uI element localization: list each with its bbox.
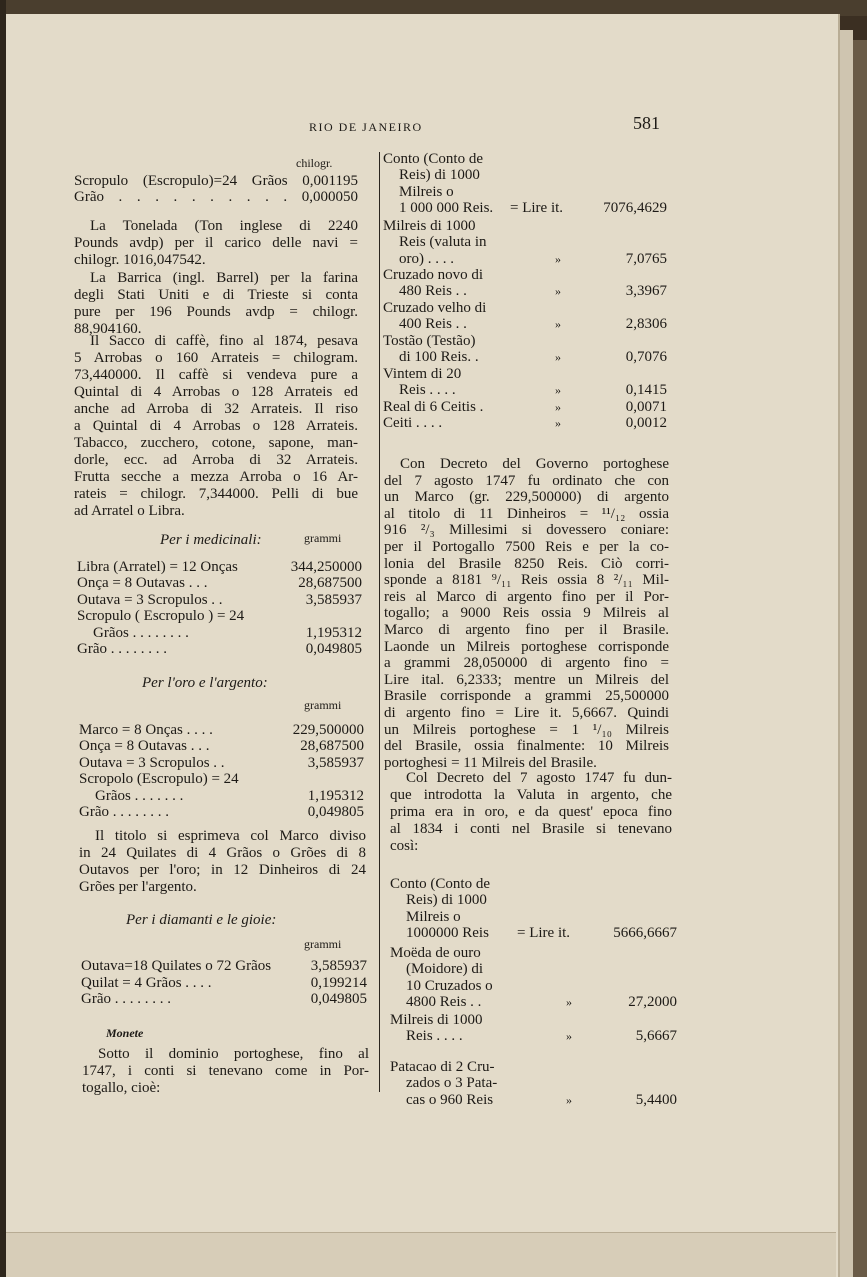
currency-row-2-value: 5,4400 <box>635 1091 677 1108</box>
paragraph-line: 5 Arrobas o 160 Arrateis = chilogram. <box>74 350 358 366</box>
paragraph-line: 1747, i conti si tenevano come in Por- <box>82 1063 369 1079</box>
paragraph-line: di argento fino = Lire it. 5,6667. Quindi <box>384 705 669 721</box>
section-heading: Per l'oro e l'argento: <box>142 675 268 691</box>
currency-row-label: Cruzado velho di <box>383 300 487 316</box>
gold-silver-row-value: 3,585937 <box>307 754 364 771</box>
paragraph-line: Il Sacco di caffè, fino al 1874, pesava <box>90 333 358 349</box>
currency-row-label: Ceiti . . . . <box>383 415 443 431</box>
currency-row-value: 7076,4629 <box>603 199 667 216</box>
currency-row-label: 480 Reis . . <box>399 283 467 300</box>
paragraph-line: per il Portogallo 7500 Reis e per la co- <box>384 539 669 555</box>
paragraph-line: degli Stati Uniti e di Trieste si conta <box>74 287 358 303</box>
currency-row-label: Conto (Conto de <box>383 151 483 167</box>
currency-row-2-eq: » <box>566 1092 572 1107</box>
medicinal-row-value: 1,195312 <box>305 624 362 641</box>
currency-row-2-value: 5666,6667 <box>613 924 677 941</box>
currency-row-2-label: 4800 Reis . . <box>406 993 482 1010</box>
paragraph-line: al titolo di 11 Dinheiros = ¹¹/₁₂ ossia <box>384 505 669 522</box>
paragraph-line: chilogr. 1016,047542. <box>74 252 206 268</box>
currency-row-2-label: 1000000 Reis <box>406 924 489 941</box>
paragraph-line: Col Decreto del 7 agosto 1747 fu dun- <box>406 770 672 786</box>
currency-row-label: Vintem di 20 <box>383 366 462 382</box>
paragraph-line: 88,904160. <box>74 321 142 337</box>
currency-row-2-label: Reis . . . . <box>406 1028 463 1045</box>
paragraph-line: Il titolo si esprimeva col Marco diviso <box>95 828 366 844</box>
currency-row-label: Real di 6 Ceitis . <box>383 399 484 415</box>
paragraph-line: del 7 agosto 1747 fu ordinato che con <box>384 472 669 489</box>
gold-silver-row-label: Marco = 8 Onças . . . . <box>79 722 213 738</box>
paragraph-line: in 24 Quilates di 4 Grãos o Grões di 8 <box>79 845 366 861</box>
paragraph-line: del Brasile, ossia finalmente: 10 Milreis <box>384 738 669 755</box>
paragraph-line: Tabacco, zucchero, cotone, sapone, man- <box>74 435 358 451</box>
gold-silver-row-label: Scropolo (Escropulo) = 24 <box>79 771 239 788</box>
paragraph-line: anche ad Arroba di 32 Arrateis. Il riso <box>74 401 358 417</box>
paragraph-line: Pounds avdp) per il carico delle navi = <box>74 235 358 251</box>
section-heading: Monete <box>106 1026 144 1040</box>
currency-row-2-label: Conto (Conto de <box>390 876 490 892</box>
medicinal-row-label: Outava = 3 Scropulos . . <box>77 591 223 608</box>
diamond-row-label: Outava=18 Quilates o 72 Grãos <box>81 958 272 974</box>
paragraph-line: Outavos per l'oro; in 12 Dinheiros di 24 <box>79 862 366 878</box>
medicinal-row-label: Libra (Arratel) = 12 Onças <box>77 559 238 575</box>
medicinal-row-value: 3,585937 <box>305 591 362 608</box>
currency-row-2-eq: » <box>566 1029 572 1044</box>
gold-silver-row-label: Outava = 3 Scropulos . . <box>79 754 225 771</box>
medicinal-row-value: 344,250000 <box>290 559 362 575</box>
measure-row: Scropulo (Escropulo)=24 Grãos 0,001195 <box>74 173 358 189</box>
paragraph-line: un Marco (gr. 229,500000) di argento <box>384 489 669 506</box>
currency-row-eq: » <box>555 317 561 332</box>
paragraph-line: Brasile corrisponde a grammi 25,500000 <box>384 688 669 705</box>
paragraph-line: rateis = chilogr. 7,344000. Pelli di bue <box>74 486 358 502</box>
currency-row-label: oro) . . . . <box>399 250 454 267</box>
currency-row-2-value: 27,2000 <box>628 993 677 1010</box>
paragraph-line: al 1834 i conti nel Brasile si tenevano <box>390 821 672 837</box>
paragraph-line: Laonde un Milreis portoghese corrisponde <box>384 638 669 655</box>
diamond-row-label: Quilat = 4 Grãos . . . . <box>81 974 212 991</box>
page-bottom-fold <box>0 1232 836 1277</box>
paragraph-line: 916 ²/₃ Millesimi si dovessero coniare: <box>384 522 669 539</box>
paragraph-line: sponde a 8181 ⁹/₁₁ Reis ossia 8 ²/₁₁ Mil- <box>384 572 669 589</box>
currency-row-eq: » <box>555 284 561 299</box>
book-spine-edge <box>851 40 867 1277</box>
currency-row-label: 400 Reis . . <box>399 316 467 333</box>
paragraph-line: 73,440000. Il caffè si vendeva pure a <box>74 367 358 383</box>
currency-row-eq: » <box>555 251 561 266</box>
currency-row-2-label: 10 Cruzados o <box>406 977 493 994</box>
paragraph-line: La Tonelada (Ton inglese di 2240 <box>90 218 358 234</box>
unit-label: grammi <box>304 698 342 712</box>
currency-row-eq: » <box>555 350 561 365</box>
paragraph-line: lonia del Brasile 8250 Reis. Ciò corri- <box>384 555 669 572</box>
paragraph-line: Lire ital. 6,2333; mentre un Milreis del <box>384 671 669 688</box>
currency-row-value: 0,0012 <box>625 415 667 431</box>
paragraph-line: a Quintal di 4 Arrobas o 128 Arrateis. <box>74 418 358 434</box>
diamond-row-label: Grão . . . . . . . . <box>81 991 171 1007</box>
medicinal-row-label: Grão . . . . . . . . <box>77 641 167 657</box>
currency-row-2-label: (Moidore) di <box>406 961 484 978</box>
currency-row-eq: » <box>555 416 561 430</box>
currency-row-label: Reis (valuta in <box>399 234 487 251</box>
running-header: RIO DE JANEIRO <box>309 120 423 134</box>
diamond-row-value: 3,585937 <box>310 958 367 974</box>
currency-row-eq: = Lire it. <box>510 199 564 216</box>
paragraph-line: Quintal di 4 Arrobas o 128 Arrateis ed <box>74 384 358 400</box>
paragraph-line: Marco di argento fino per il Brasile. <box>384 622 669 638</box>
gold-silver-row-label: Onça = 8 Outavas . . . <box>79 738 210 755</box>
medicinal-row-label: Grãos . . . . . . . . <box>93 624 189 641</box>
gold-silver-row-value: 28,687500 <box>300 738 364 755</box>
paragraph-line: que introdotta la Valuta in argento, che <box>390 787 672 803</box>
column-divider <box>379 152 380 1092</box>
currency-row-2-label: cas o 960 Reis <box>406 1091 494 1108</box>
gold-silver-row-value: 229,500000 <box>292 722 364 738</box>
measure-row: Grão . . . . . . . . . . 0,000050 <box>74 189 358 205</box>
currency-row-label: Tostão (Testão) <box>383 333 476 349</box>
paragraph-line: portoghesi = 11 Milreis del Brasile. <box>384 754 597 771</box>
paragraph-line: La Barrica (ingl. Barrel) per la farina <box>90 270 358 286</box>
paragraph-line: un Milreis portoghese = 1 ¹/₁₀ Milreis <box>384 721 669 738</box>
currency-row-2-eq: = Lire it. <box>517 924 571 941</box>
currency-row-2-label: Reis) di 1000 <box>406 892 487 909</box>
currency-row-value: 2,8306 <box>625 316 667 333</box>
currency-row-label: Milreis di 1000 <box>383 218 476 234</box>
currency-row-value: 0,7076 <box>625 349 667 366</box>
currency-row-value: 0,0071 <box>625 399 667 415</box>
paragraph-line: a grammi 28,050000 di argento fino = <box>384 655 669 672</box>
medicinal-row-label: Scropulo ( Escropulo ) = 24 <box>77 608 245 625</box>
paragraph-line: pure per 196 Pounds avdp = chilogr. <box>74 304 358 320</box>
paragraph-line: prima era in oro, e da quest' epoca fino <box>390 804 672 820</box>
currency-row-2-label: zados o 3 Pata- <box>406 1075 498 1092</box>
paragraph-line: togallo, cioè: <box>82 1080 161 1096</box>
unit-label: grammi <box>304 937 342 951</box>
paragraph-line: così: <box>390 838 419 854</box>
currency-row-value: 0,1415 <box>625 382 667 399</box>
currency-row-label: Reis) di 1000 <box>399 167 480 184</box>
diamond-row-value: 0,199214 <box>310 974 367 991</box>
currency-row-2-label: Patacao di 2 Cru- <box>390 1059 495 1075</box>
currency-row-label: Reis . . . . <box>399 382 456 399</box>
gold-silver-row-value: 1,195312 <box>307 787 364 804</box>
diamond-row-value: 0,049805 <box>310 991 367 1007</box>
page-number: 581 <box>633 113 660 133</box>
medicinal-row-value: 0,049805 <box>305 641 362 657</box>
paragraph-line: togallo; a 9000 Reis ossia 9 Milreis al <box>384 605 669 622</box>
currency-row-2-eq: » <box>566 994 572 1009</box>
paragraph-line: dorle, ecc. ad Arroba di 32 Arrateis. <box>74 452 358 468</box>
currency-row-2-label: Milreis o <box>406 908 461 925</box>
paragraph-line: reis al Marco di argento fino per il Por- <box>384 588 669 605</box>
currency-row-eq: » <box>555 400 561 414</box>
currency-row-2-label: Milreis di 1000 <box>390 1012 483 1028</box>
currency-row-label: 1 000 000 Reis. <box>399 199 494 216</box>
paragraph-line: Sotto il dominio portoghese, fino al <box>98 1046 369 1062</box>
paragraph-line: Con Decreto del Governo portoghese <box>400 456 669 472</box>
currency-row-value: 7,0765 <box>625 250 667 267</box>
currency-row-2-value: 5,6667 <box>635 1028 677 1045</box>
currency-row-eq: » <box>555 383 561 398</box>
gold-silver-row-label: Grãos . . . . . . . <box>95 787 184 804</box>
unit-label: grammi <box>304 531 342 545</box>
section-heading: Per i diamanti e le gioie: <box>126 912 277 928</box>
gold-silver-row-label: Grão . . . . . . . . <box>79 804 169 820</box>
medicinal-row-label: Onça = 8 Outavas . . . <box>77 575 208 592</box>
book-left-edge <box>0 0 6 1277</box>
section-heading: Per i medicinali: <box>160 532 262 548</box>
paragraph-line: Frutta secche a mezza Arroba o 16 Ar- <box>74 469 358 485</box>
currency-row-label: Milreis o <box>399 183 454 200</box>
unit-label: chilogr. <box>296 156 333 170</box>
currency-row-label: di 100 Reis. . <box>399 349 479 366</box>
gold-silver-row-value: 0,049805 <box>307 804 364 820</box>
paragraph-line: Grões per l'argento. <box>79 879 197 895</box>
currency-row-label: Cruzado novo di <box>383 267 483 283</box>
paragraph-line: ad Arratel o Libra. <box>74 503 185 519</box>
medicinal-row-value: 28,687500 <box>298 575 362 592</box>
currency-row-value: 3,3967 <box>625 283 667 300</box>
currency-row-2-label: Moëda de ouro <box>390 945 481 961</box>
